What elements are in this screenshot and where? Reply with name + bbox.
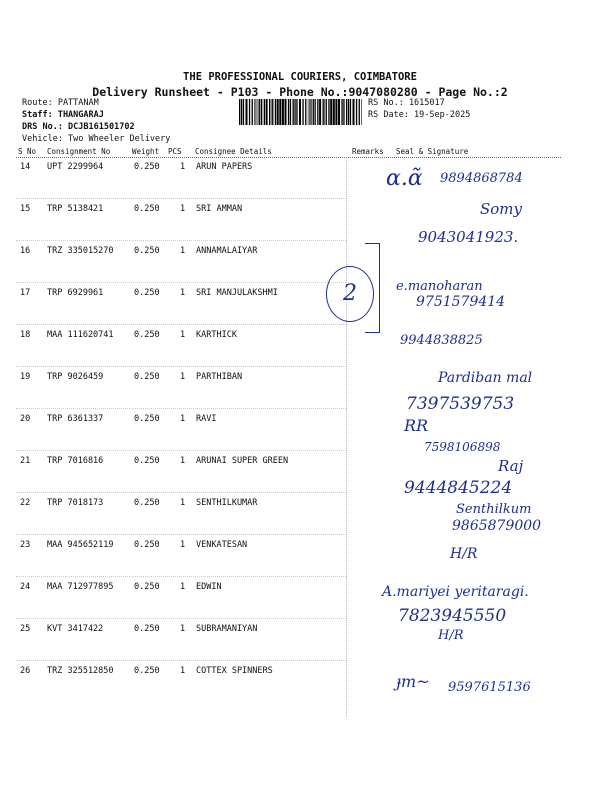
row-pcs: 1 bbox=[180, 414, 186, 424]
barcode-bar bbox=[259, 99, 260, 125]
row-consignment: KVT 3417422 bbox=[47, 624, 104, 634]
handwritten-phone-17: 9751579414 bbox=[416, 294, 506, 310]
row-weight: 0.250 bbox=[134, 624, 160, 634]
barcode-bar bbox=[272, 99, 273, 125]
barcode-bar bbox=[361, 99, 362, 125]
barcode-bar bbox=[275, 99, 276, 125]
barcode-bar bbox=[269, 99, 270, 125]
row-sno: 21 bbox=[20, 456, 31, 466]
barcode-bar bbox=[271, 99, 272, 125]
row-consignment: TRP 6361337 bbox=[47, 414, 104, 424]
table-row bbox=[0, 540, 600, 554]
row-pcs: 1 bbox=[180, 246, 186, 256]
row-sno: 19 bbox=[20, 372, 31, 382]
barcode-bar bbox=[350, 99, 351, 125]
barcode-bar bbox=[293, 99, 294, 125]
row-separator bbox=[16, 240, 346, 241]
rs-date: RS Date: 19-Sep-2025 bbox=[368, 110, 471, 120]
barcode-bar bbox=[254, 99, 255, 125]
vehicle-line: Vehicle: Two Wheeler Delivery bbox=[22, 134, 171, 144]
row-consignee: COTTEX SPINNERS bbox=[196, 666, 273, 676]
col-sno: S No bbox=[18, 147, 37, 156]
row-separator bbox=[16, 198, 346, 199]
row-sno: 17 bbox=[20, 288, 31, 298]
handwritten-name-22: Senthilkum bbox=[456, 502, 532, 517]
row-separator bbox=[16, 660, 346, 661]
barcode-bar bbox=[290, 99, 291, 125]
row-separator bbox=[16, 282, 346, 283]
handwritten-signature-26: ɟm~ bbox=[396, 672, 430, 691]
barcode-bar bbox=[239, 99, 240, 125]
row-separator bbox=[16, 618, 346, 619]
barcode-bar bbox=[348, 99, 349, 125]
row-sno: 25 bbox=[20, 624, 31, 634]
row-separator bbox=[16, 408, 346, 409]
row-consignee: PARTHIBAN bbox=[196, 372, 243, 382]
row-weight: 0.250 bbox=[134, 330, 160, 340]
barcode-bar bbox=[266, 99, 268, 125]
row-consignment: UPT 2299964 bbox=[47, 162, 104, 172]
barcode-bar bbox=[296, 99, 297, 125]
table-row bbox=[0, 624, 600, 638]
row-sno: 24 bbox=[20, 582, 31, 592]
row-separator bbox=[16, 366, 346, 367]
barcode-bar bbox=[308, 99, 309, 125]
barcode-bar bbox=[319, 99, 321, 125]
row-consignee: ANNAMALAIYAR bbox=[196, 246, 258, 256]
staff-line: Staff: THANGARAJ bbox=[22, 110, 104, 120]
handwritten-signature-21: Raj bbox=[498, 457, 524, 475]
row-sno: 16 bbox=[20, 246, 31, 256]
row-separator bbox=[16, 576, 346, 577]
row-consignment: MAA 945652119 bbox=[47, 540, 114, 550]
handwritten-phone-20: 7598106898 bbox=[424, 440, 501, 454]
barcode-bar bbox=[249, 99, 250, 125]
barcode-bar bbox=[326, 99, 327, 125]
row-sno: 18 bbox=[20, 330, 31, 340]
barcode-bar bbox=[285, 99, 287, 125]
row-weight: 0.250 bbox=[134, 246, 160, 256]
row-pcs: 1 bbox=[180, 204, 186, 214]
row-pcs: 1 bbox=[180, 582, 186, 592]
barcode-bar bbox=[309, 99, 310, 125]
handwritten-name-19: Pardiban mal bbox=[438, 370, 533, 386]
row-weight: 0.250 bbox=[134, 582, 160, 592]
barcode-bar bbox=[311, 99, 312, 125]
barcode-bar bbox=[317, 99, 318, 125]
col-pcs: PCS bbox=[168, 147, 182, 156]
barcode-bar bbox=[261, 99, 262, 125]
row-pcs: 1 bbox=[180, 498, 186, 508]
barcode-bar bbox=[257, 99, 258, 125]
row-consignee: EDWIN bbox=[196, 582, 222, 592]
row-pcs: 1 bbox=[180, 624, 186, 634]
runsheet-subtitle: Delivery Runsheet - P103 - Phone No.:9047080280 - Page No.:2 bbox=[92, 85, 508, 99]
handwritten-phone-24: 7823945550 bbox=[398, 606, 507, 626]
row-consignment: TRP 7018173 bbox=[47, 498, 104, 508]
row-sno: 23 bbox=[20, 540, 31, 550]
row-pcs: 1 bbox=[180, 666, 186, 676]
row-weight: 0.250 bbox=[134, 498, 160, 508]
col-consignee: Consignee Details bbox=[195, 147, 272, 156]
handwritten-phone-22: 9865879000 bbox=[452, 518, 542, 534]
row-consignee: SRI AMMAN bbox=[196, 204, 243, 214]
barcode-bar bbox=[310, 99, 311, 125]
rs-info bbox=[368, 97, 470, 121]
table-row bbox=[0, 288, 600, 302]
row-sno: 22 bbox=[20, 498, 31, 508]
barcode-bar bbox=[356, 99, 357, 125]
row-consignee: SUBRAMANIYAN bbox=[196, 624, 258, 634]
barcode-bar bbox=[335, 99, 337, 125]
handwritten-name-17: e.manoharan bbox=[396, 279, 483, 294]
row-weight: 0.250 bbox=[134, 372, 160, 382]
handwritten-hr-25: H/R bbox=[438, 628, 464, 643]
row-separator bbox=[16, 450, 346, 451]
handwritten-phone-15: 9043041923. bbox=[418, 228, 519, 246]
barcode-bar bbox=[328, 99, 329, 125]
table-row bbox=[0, 330, 600, 344]
barcode-bar bbox=[279, 99, 281, 125]
row-consignment: TRP 7016816 bbox=[47, 456, 104, 466]
barcode-bar bbox=[330, 99, 332, 125]
barcode-bar bbox=[341, 99, 342, 125]
row-consignee: KARTHICK bbox=[196, 330, 237, 340]
barcode-bar bbox=[252, 99, 253, 125]
barcode-bar bbox=[305, 99, 306, 125]
barcode-bar bbox=[333, 99, 335, 125]
barcode-bar bbox=[277, 99, 279, 125]
route-line: Route: PATTANAM bbox=[22, 98, 99, 108]
barcode-bar bbox=[243, 99, 244, 125]
row-consignment: TRP 9026459 bbox=[47, 372, 104, 382]
col-seal-signature: Seal & Signature bbox=[396, 147, 469, 156]
col-remarks: Remarks bbox=[352, 147, 384, 156]
barcode-bar bbox=[324, 99, 325, 125]
row-sno: 26 bbox=[20, 666, 31, 676]
drs-line: DRS No.: DCJB161501702 bbox=[22, 122, 135, 132]
barcode-bar bbox=[346, 99, 347, 125]
row-consignee: RAVI bbox=[196, 414, 217, 424]
row-consignee: ARUNAI SUPER GREEN bbox=[196, 456, 289, 466]
row-consignment: TRP 5138421 bbox=[47, 204, 104, 214]
barcode-bar bbox=[246, 99, 248, 125]
barcode-bar bbox=[323, 99, 324, 125]
row-consignee: SRI MANJULAKSHMI bbox=[196, 288, 278, 298]
row-separator bbox=[16, 534, 346, 535]
barcode-bar bbox=[264, 99, 265, 125]
row-consignment: TRZ 335015270 bbox=[47, 246, 114, 256]
handwritten-phone-14: 9894868784 bbox=[440, 171, 523, 186]
route-info bbox=[22, 97, 170, 145]
row-consignee: SENTHILKUMAR bbox=[196, 498, 258, 508]
table-row bbox=[0, 666, 600, 680]
barcode-bar bbox=[258, 99, 259, 125]
row-weight: 0.250 bbox=[134, 204, 160, 214]
row-weight: 0.250 bbox=[134, 414, 160, 424]
barcode-bar bbox=[343, 99, 344, 125]
handwritten-phone-21: 9444845224 bbox=[404, 478, 513, 498]
handwritten-name-24: A.mariyei yeritaragi. bbox=[382, 584, 529, 600]
row-sno: 14 bbox=[20, 162, 31, 172]
handwritten-signature-15: Somy bbox=[480, 200, 523, 218]
row-weight: 0.250 bbox=[134, 162, 160, 172]
row-separator bbox=[16, 492, 346, 493]
row-weight: 0.250 bbox=[134, 540, 160, 550]
barcode-bar bbox=[302, 99, 303, 125]
barcode-bar bbox=[313, 99, 314, 125]
row-consignment: MAA 111620741 bbox=[47, 330, 114, 340]
handwritten-phone-26: 9597615136 bbox=[448, 680, 531, 695]
row-weight: 0.250 bbox=[134, 288, 160, 298]
row-consignment: TRZ 325512850 bbox=[47, 666, 114, 676]
col-consignment: Consignment No bbox=[47, 147, 111, 156]
barcode-bar bbox=[294, 99, 295, 125]
table-row bbox=[0, 246, 600, 260]
row-pcs: 1 bbox=[180, 330, 186, 340]
barcode-bar bbox=[338, 99, 340, 125]
barcode-bar bbox=[282, 99, 284, 125]
table-row bbox=[0, 414, 600, 428]
header-rule bbox=[16, 157, 561, 158]
barcode bbox=[238, 99, 364, 125]
row-consignment: TRP 6929961 bbox=[47, 288, 104, 298]
barcode-bar bbox=[353, 99, 355, 125]
row-separator bbox=[16, 324, 346, 325]
barcode-bar bbox=[256, 99, 257, 125]
barcode-bar bbox=[299, 99, 301, 125]
row-pcs: 1 bbox=[180, 540, 186, 550]
company-title: THE PROFESSIONAL COURIERS, COIMBATORE bbox=[183, 71, 417, 83]
handwritten-phone-19: 7397539753 bbox=[406, 394, 515, 414]
barcode-bar bbox=[288, 99, 289, 125]
handwritten-phone-18: 9944838825 bbox=[400, 333, 483, 348]
rs-no: RS No.: 1615017 bbox=[368, 98, 445, 108]
row-weight: 0.250 bbox=[134, 666, 160, 676]
row-sno: 15 bbox=[20, 204, 31, 214]
row-pcs: 1 bbox=[180, 456, 186, 466]
handwritten-hr-23: H/R bbox=[450, 546, 478, 562]
row-sno: 20 bbox=[20, 414, 31, 424]
circled-mark: 2 bbox=[326, 266, 374, 322]
barcode-bar bbox=[359, 99, 360, 125]
col-weight: Weight bbox=[132, 147, 160, 156]
row-weight: 0.250 bbox=[134, 456, 160, 466]
row-pcs: 1 bbox=[180, 288, 186, 298]
handwritten-signature-20: RR bbox=[404, 416, 429, 435]
row-consignee: ARUN PAPERS bbox=[196, 162, 253, 172]
handwritten-initials: ɑ.ɑ̃ bbox=[386, 166, 423, 191]
barcode-bar bbox=[315, 99, 316, 125]
row-consignment: MAA 712977895 bbox=[47, 582, 114, 592]
row-consignee: VENKATESAN bbox=[196, 540, 248, 550]
row-pcs: 1 bbox=[180, 372, 186, 382]
barcode-bar bbox=[241, 99, 242, 125]
row-pcs: 1 bbox=[180, 162, 186, 172]
